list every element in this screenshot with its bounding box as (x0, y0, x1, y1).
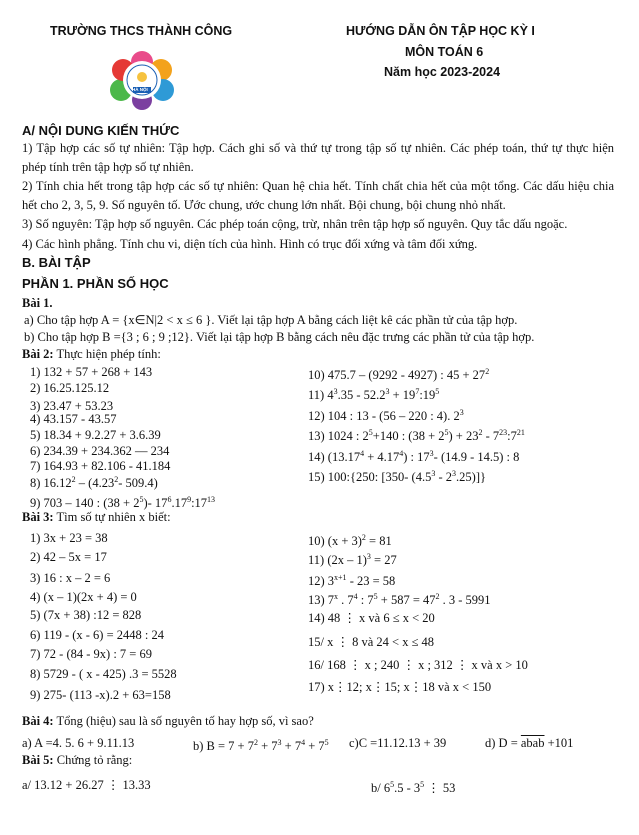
bai2-item-10: 10) 475.7 – (9292 - 4927) : $45 + 27^2$ (308, 367, 490, 383)
bai3-item-11: 11) (2x – 1)$^3$ = 27 (308, 552, 397, 568)
doc-subject: MÔN TOÁN 6 (405, 45, 484, 59)
bai5-label: Bài 5: (22, 753, 54, 767)
bai4-b: b) $B = 7 + 7^2 + 7^3 + 7^4 + 7^5$ (193, 738, 329, 754)
bai4-prompt: Tổng (hiệu) sau là số nguyên tố hay hợp số, vì sao? (53, 714, 314, 728)
section-a-item-4: 4) Các hình phẳng. Tính chu vi, diện tích của hình. Hình có trục đối xứng và tâm đối xứng. (22, 237, 478, 251)
bai3-item-4: 4) (x – 1)(2x + 4) = 0 (30, 590, 137, 604)
section-a-item-2: 2) Tính chia hết trong tập hợp các số tự nhiên: Quan hệ chia hết. Tính chất chia hết của một tổng. Các dấu hiệu chia hết cho 2, 3, 5, 9. Số nguyên tố. Ước chung, ước chung lớn nhất. Bội chung, bội chung nhỏ nhất. (22, 179, 614, 212)
bai5-b-mid: .5 - 3 (394, 781, 421, 796)
bai2-item-13: 13) 1024 : $2^5+140$ : $(38 + 2^5) + 23^2$ - $7^{23}:7^{21}$ (308, 428, 525, 444)
bai3-item-7: 7) 72 - (84 - 9x) : 7 = 69 (30, 647, 152, 661)
bai3-label: Bài 3: (22, 510, 54, 524)
bai5-b-suffix: ⋮ 53 (424, 781, 456, 796)
bai5-prompt: Chứng tỏ rằng: (53, 753, 133, 767)
bai3-item-8: 8) 5729 - ( x - 425) .3 = 5528 (30, 667, 177, 681)
bai5-heading (22, 753, 132, 768)
bai2-item-7: 7) 164.93 + 82.106 - 41.184 (30, 459, 171, 473)
bai3-item-3: 3) 16 : x – 2 = 6 (30, 571, 111, 585)
doc-title: HƯỚNG DẪN ÔN TẬP HỌC KỲ I (346, 24, 535, 38)
bai1-a: a) Cho tập hợp A = {x∈N|2 < x ≤ 6 }. Viết lại tập hợp A bằng cách liệt kê các phần tử của tập hợp. (24, 313, 518, 327)
school-name: TRƯỜNG THCS THÀNH CÔNG (50, 24, 233, 38)
section-b-heading: B. BÀI TẬP (22, 255, 91, 270)
bai3-item-2: 2) 42 – 5x = 17 (30, 550, 107, 564)
bai4-d: d) D = abab +101 (485, 736, 574, 750)
bai2-item-4: 4) 43.157 - 43.57 (30, 412, 117, 426)
bai3-item-1: 1) 3x + 23 = 38 (30, 531, 108, 545)
bai3-item-16: 16/ 168 ⋮ x ; 240 ⋮ x ; 312 ⋮ x và x > 10 (308, 658, 528, 672)
bai1-b: b) Cho tập hợp B ={3 ; 6 ; 9 ;12}. Viết lại tập hợp B bằng cách nêu đặc trưng các phần tử của tập hợp. (24, 330, 535, 344)
bai3-item-10: 10) $(x + 3)^2 = 81$ (308, 533, 392, 549)
bai3-prompt: Tìm số tự nhiên x biết: (53, 510, 171, 524)
bai2-heading (22, 347, 161, 362)
doc-year: Năm học 2023-2024 (384, 65, 501, 79)
bai4-heading (22, 714, 314, 729)
bai3-item-6: 6) 119 - (x - 6) = 2448 : 24 (30, 628, 164, 642)
section-a-item-1: 1) Tập hợp các số tự nhiên: Tập hợp. Cách ghi số và thứ tự trong tập số tự nhiên. Các phép toán, thứ tự thực hiện phép tính trên tập hợp số tự nhiên. (22, 141, 614, 174)
bai2-item-15: 15) 100:{250: [350- $(4.5^3 - 2^3.25)$]} (308, 469, 486, 485)
bai2-item-3: 3) 23.47 + 53.23 (30, 399, 114, 413)
section-a-heading: A/ NỘI DUNG KIẾN THỨC (22, 123, 180, 138)
bai2-item-9: 9) 703 – 140 : $(38 + 2^5)-$ $17^6.17^9:17^{13}$ (30, 495, 216, 511)
bai5-b-prefix: b/ 6 (371, 781, 391, 796)
bai2-item-5: 5) 18.34 + 9.2.27 + 3.6.39 (30, 428, 161, 442)
bai3-item-9: 9) 275- (113 -x).2 + 63=158 (30, 688, 171, 702)
bai2-item-6: 6) 234.39 + 234.362 — 234 (30, 444, 170, 458)
bai2-item-2: 2) 16.25.125.12 (30, 381, 110, 395)
logo-text: HÀ NỘI (132, 87, 148, 92)
bai2-item-14: 14) $(13.17^4 + 4.17^4)$ : $17^3-$ (14.9 - 14.5) : 8 (308, 449, 520, 465)
section-a-item-3: 3) Số nguyên: Tập hợp số nguyên. Các phép toán cộng, trừ, nhân trên tập hợp số nguyên. Quy tắc dấu ngoặc. (22, 217, 568, 231)
bai3-item-12: 12) $3^{x+1} - 23 = 58$ (308, 573, 396, 589)
bai2-item-8: 8) 16.12$^2$ – (4.23$^2$- 509.4) (30, 475, 158, 491)
bai2-item-12: 12) 104 : 13 - (56 – 220 : 4). $2^3$ (308, 408, 464, 424)
bai4-label: Bài 4: (22, 714, 54, 728)
bai2-label: Bài 2: (22, 347, 54, 361)
bai3-item-5: 5) (7x + 38) :12 = 828 (30, 608, 142, 622)
bai4-a: a) A =4. 5. 6 + 9.11.13 (22, 736, 135, 750)
bai4-c: c)C =11.12.13 + 39 (349, 736, 447, 750)
school-logo (103, 50, 181, 110)
bai2-prompt: Thực hiện phép tính: (53, 347, 161, 361)
part-1-heading: PHẦN 1. PHẦN SỐ HỌC (22, 276, 169, 291)
bai3-heading (22, 510, 171, 525)
bai3-item-15: 15/ x ⋮ 8 và 24 < x ≤ 48 (308, 635, 435, 649)
bai5-b: b/ $6^5.5 - 3^5$ ⋮ 53 (371, 780, 456, 796)
bai5-a: a/ 13.12 + 26.27 ⋮ 13.33 (22, 778, 151, 792)
bai2-item-1: 1) 132 + 57 + 268 + 143 (30, 365, 153, 379)
bai3-item-17: 17) x⋮12; x⋮15; x⋮18 và x < 150 (308, 680, 492, 694)
bai2-item-11: 11) $4^3.35 - 52.2^3$ + $19^7:19^5$ (308, 387, 440, 403)
bai1-label: Bài 1. (22, 296, 53, 310)
bai3-item-13: 13) 7$^x$ . $7^4$ : $7^5 + 587 = 47^2$ . 3 - 5991 (308, 592, 491, 608)
bai3-item-14: 14) 48 ⋮ x và 6 ≤ x < 20 (308, 611, 435, 625)
